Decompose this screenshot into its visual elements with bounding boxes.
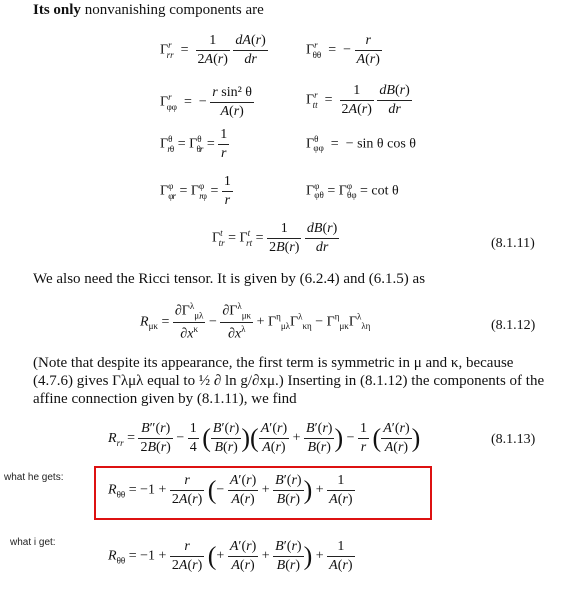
- eq-tag-8-1-13: (8.1.13): [491, 432, 536, 447]
- note-line-2: (4.7.6) gives Γλμλ equal to ½ ∂ ln g/∂xμ.) Inserting in (8.1.12) the components of the: [33, 373, 545, 389]
- eq-gamma-theta-phph: $\Gamma^\theta_{\varphi\varphi}$ = − sin θ cos θ: [306, 134, 416, 154]
- eq-gamma-tt: $\Gamma^r_{tt}$ = $\frac{1}{2A(r)}$ $\frac{dB(r)}{dr}$: [306, 83, 410, 117]
- note-line-3: affine connection given by (8.1.11), we find: [33, 391, 297, 407]
- label-what-he-gets: what he gets:: [4, 472, 64, 483]
- eq-gamma-rr: $\Gamma^r_{rr}$ = $\frac{1}{2A(r)}$ $\frac{dA(r)}{dr}$: [160, 33, 266, 67]
- eq-R-rr: $R_{rr}$ = $\frac{B''(r)}{2B(r)}$ − $\frac{1}{4}$ ( $\frac{B'(r)}{B(r)}$ )( $\frac{A'(r)}{A(r)}$ + $\frac{B'(r)}{B(r)}$ ) − $\frac{1}{r}$ ( $\frac{A'(r)}{A(r)}$ ): [108, 421, 421, 455]
- eq-R-thth-mine: $R_{\theta\theta} = -1$ + $\frac{r}{2A(r)}$ (+ $\frac{A'(r)}{A(r)}$ + $\frac{B'(r)}{B(r)}$ ) + $\frac{1}{A(r)}$: [108, 539, 353, 573]
- eq-gamma-t-tr: $\Gamma^t_{tr} = \Gamma^t_{rt}$ = $\frac{1}{2B(r)}$ $\frac{dB(r)}{dr}$: [212, 221, 338, 255]
- eq-gamma-phi-phitheta: $\Gamma^\varphi_{\varphi\theta} = \Gamma^\varphi_{\theta\varphi} = \cot \theta$: [306, 181, 399, 201]
- label-what-i-get: what i get:: [10, 537, 56, 548]
- eq-tag-8-1-11: (8.1.11): [491, 236, 535, 251]
- eq-gamma-thth: $\Gamma^r_{\theta\theta}$ = − $\frac{r}{A(r)}$: [306, 33, 380, 67]
- ricci-intro: We also need the Ricci tensor. It is given by (6.2.4) and (6.1.5) as: [33, 271, 426, 287]
- note-line-1: (Note that despite its appearance, the first term is symmetric in μ and κ, because: [33, 355, 514, 371]
- eq-gamma-phi-phir: $\Gamma^\varphi_{\varphi r} = \Gamma^\varphi_{r\varphi}$ = $\frac{1}{r}$: [160, 174, 231, 208]
- eq-gamma-phph: $\Gamma^r_{\varphi\varphi}$ = − $\frac{\text{r sin² θ}}{A(r)}$: [160, 85, 252, 119]
- eq-gamma-theta-rtheta: $\Gamma^\theta_{r\theta} = \Gamma^\theta_{\theta r}$ = $\frac{1}{r}$: [160, 127, 228, 161]
- eq-R-thth-his: $R_{\theta\theta} = -1$ + $\frac{r}{2A(r)}$ (− $\frac{A'(r)}{A(r)}$ + $\frac{B'(r)}{B(r)}$ ) + $\frac{1}{A(r)}$: [108, 473, 353, 507]
- eq-ricci: $R_{\mu\kappa}$ = $\frac{\partial\Gamma^\lambda_{\mu\lambda}}{\partial x^\kappa}$ − $\frac{\partial\Gamma^\lambda_{\mu\kappa}}{\partial x^\lambda}$ + $\Gamma^\eta_{\mu\lambda}\Gamma^\lambda_{\kappa\eta} - \Gamma^\eta_{\mu\kappa}\Gamma^\lambda_{\lambda\eta}$: [140, 301, 371, 343]
- eq-tag-8-1-12: (8.1.12): [491, 318, 536, 333]
- intro-text: Its only nonvanishing components are: [33, 2, 264, 18]
